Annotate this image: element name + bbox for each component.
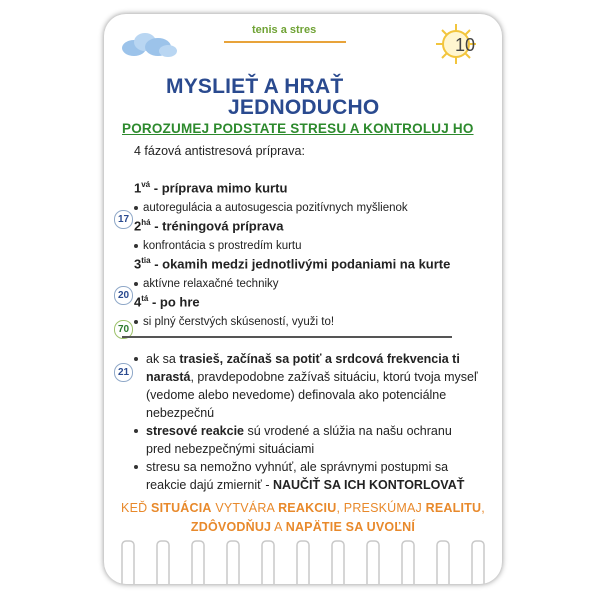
title-line-1: MYSLIEŤ A HRAŤ [166, 75, 344, 98]
clouds-icon [120, 32, 178, 58]
paragraph-stress-reactions: stresové reakcie sú vrodené a slúžia na našu ochranu pred nebezpečnými situáciami [146, 422, 476, 458]
title-line-2: JEDNODUCHO [228, 96, 380, 119]
flashcard [104, 14, 502, 584]
page-subtitle: POROZUMEJ PODSTATE STRESU A KONTROLUJ HO [122, 121, 474, 136]
tag-underline [224, 41, 346, 43]
reference-badge-20: 20 [114, 286, 133, 305]
reference-badge-17: 17 [114, 210, 133, 229]
reference-badge-21: 21 [114, 363, 133, 382]
phase-4: $4^{tá}$ - po hre [134, 294, 200, 310]
phase-1-bullet: autoregulácia a autosugescia pozitívnych myšlienok [134, 202, 408, 214]
reference-badge-70: 70 [114, 320, 133, 339]
phase-3: $3^{tia}$ - okamih medzi jednotlivými podaniami na kurte [134, 256, 451, 272]
paragraph-stress-control: stresu sa nemožno vyhnúť, ale správnymi postupmi sa reakcie dajú zmierniť - NAUČIŤ SA ICH KONTORLOVAŤ [146, 458, 486, 494]
phase-1: $1^{vá}$ - príprava mimo kurtu [134, 180, 288, 196]
phase-2: $2^{há}$ - tréningová príprava [134, 218, 284, 234]
footer-motto: KEĎ SITUÁCIA VYTVÁRA REAKCIU, PRESKÚMAJ REALITU, ZDÔVODŇUJ A NAPÄTIE SA UVOĽNÍ [121, 501, 485, 534]
spiral-binding [104, 535, 502, 584]
intro-text: 4 fázová antistresová príprava: [134, 144, 305, 158]
topic-tag: tenis a stres [252, 24, 317, 36]
page-number: 10 [454, 35, 476, 55]
phase-2-bullet: konfrontácia s prostredím kurtu [134, 240, 302, 252]
page-title [166, 76, 379, 118]
paragraph-stress-symptoms: ak sa trasieš, začínaš sa potiť a srdcová frekvencia ti narastá, pravdepodobne zažívaš situáciu, ktorú tvoja myseľ (vedome alebo nevedome) definovala ako potenciálne nebezpečnú [146, 350, 486, 422]
section-divider [122, 336, 452, 338]
phase-4-bullet: si plný čerstvých skúseností, využi to! [134, 316, 334, 328]
phase-3-bullet: aktívne relaxačné techniky [134, 278, 279, 290]
